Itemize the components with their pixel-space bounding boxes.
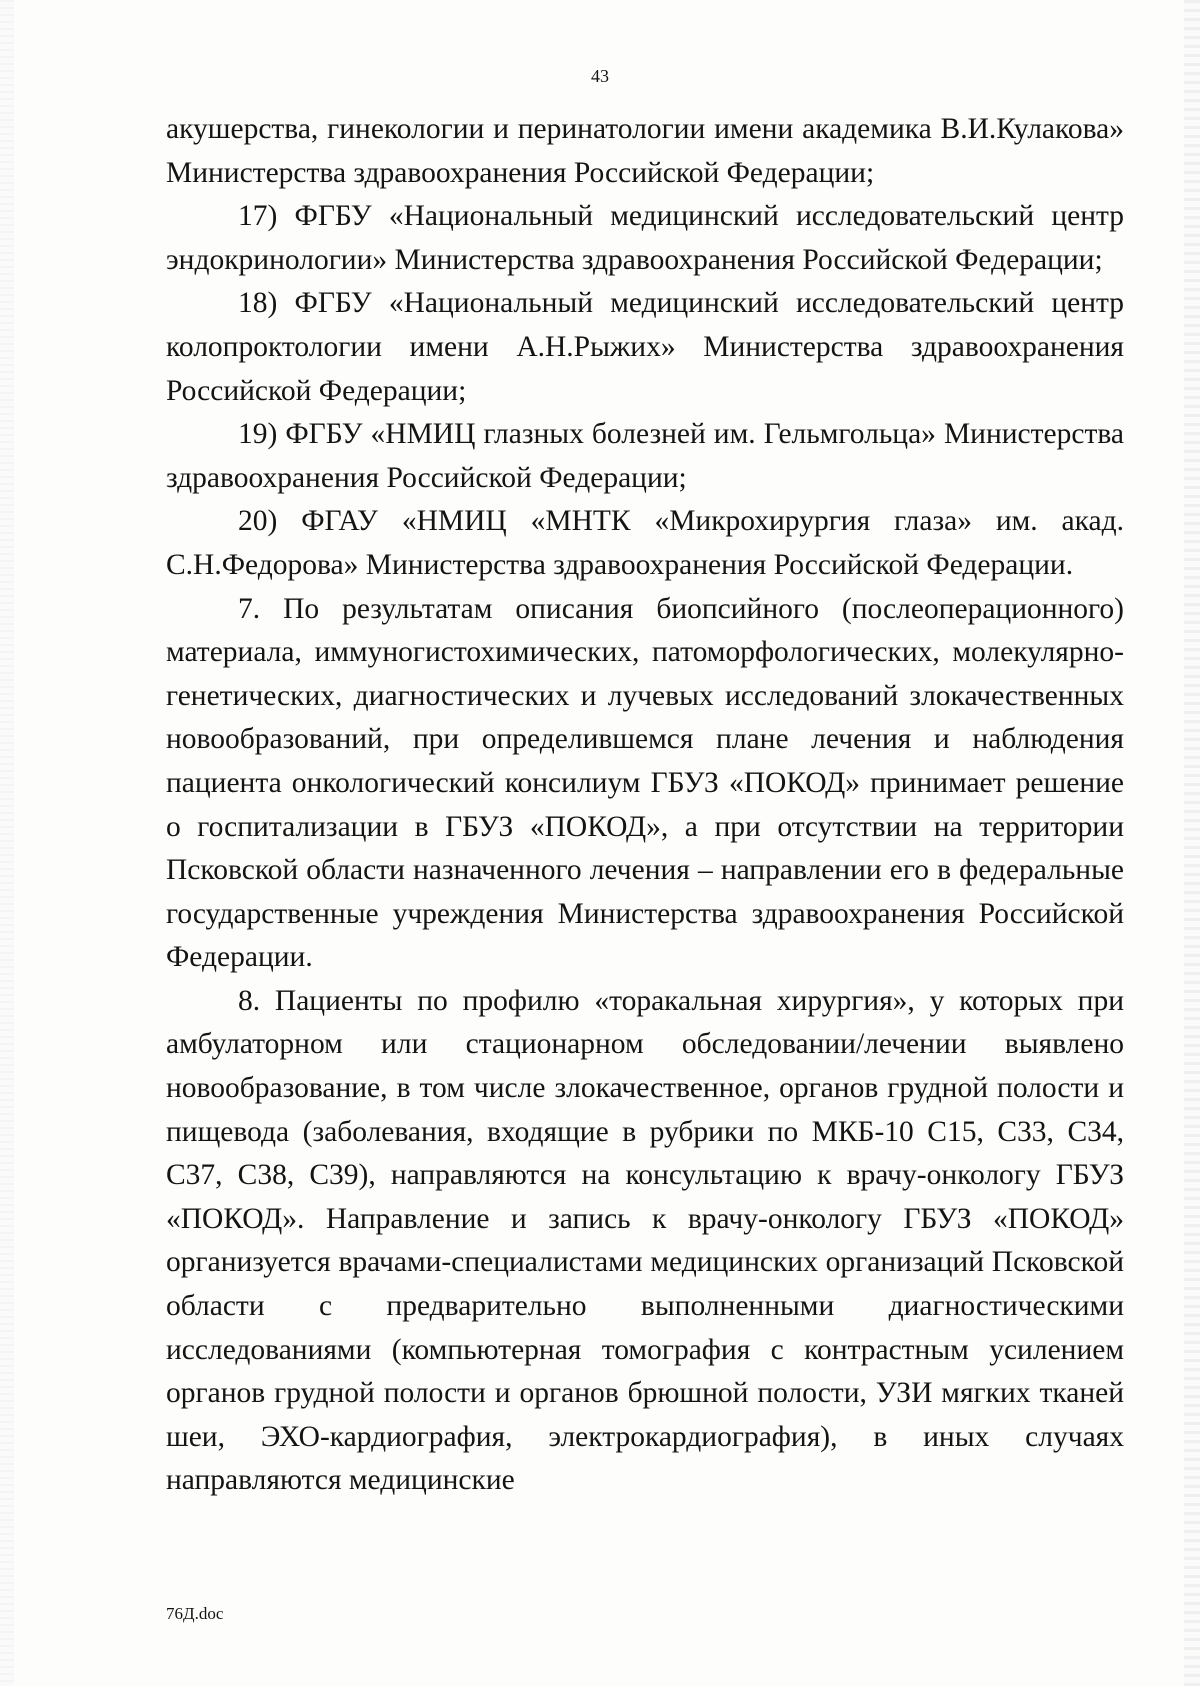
document-body [166, 108, 1124, 1503]
scan-edge-right [1184, 0, 1200, 1686]
paragraph-item-19: 19) ФГБУ «НМИЦ глазных болезней им. Гельмгольца» Министерства здравоохранения Российской Федерации; [166, 418, 1124, 494]
paragraph-continuation: акушерства, гинекологии и перинатологии имени академика В.И.Кулакова» Министерства здравоохранения Российской Федерации; [166, 113, 1124, 189]
paragraph-item-20: 20) ФГАУ «НМИЦ «МНТК «Микрохирургия глаза» им. акад. С.Н.Федорова» Министерства здравоохранения Российской Федерации. [166, 505, 1124, 581]
page-number: 43 [591, 66, 609, 86]
footer-filename: 76Д.doc [166, 1604, 224, 1623]
paragraph-item-18: 18) ФГБУ «Национальный медицинский исследовательский центр колопроктологии имени А.Н.Рыжих» Министерства здравоохранения Российской Федерации; [166, 287, 1124, 407]
paragraph-clause-8: 8. Пациенты по профилю «торакальная хирургия», у которых при амбулаторном или стационарном обследовании/лечении выявлено новообразование, в том числе злокачественное, органов грудной полости и пищевода (заболевания, входящие в рубрики по МКБ-10 С15, С33, С34, С37, С38, С39), направляются на консультацию к врачу-онкологу ГБУЗ «ПОКОД». Направление и запись к врачу-онкологу ГБУЗ «ПОКОД» организуется врачами-специалистами медицинских организаций Псковской области с предварительно выполненными диагностическими исследованиями (компьютерная томография с контрастным усилением органов грудной полости и органов брюшной полости, УЗИ мягких тканей шеи, ЭХО-кардиография, электрокардиография), в иных случаях направляются медицинские [166, 984, 1124, 1497]
paragraph-clause-7: 7. По результатам описания биопсийного (послеоперационного) материала, иммуногистохимических, патоморфологических, молекулярно-генетических, диагностических и лучевых исследований злокачественных новообразований, при определившемся плане лечения и наблюдения пациента онкологический консилиум ГБУЗ «ПОКОД» принимает решение о госпитализации в ГБУЗ «ПОКОД», а при отсутствии на территории Псковской области назначенного лечения – направлении его в федеральные государственные учреждения Министерства здравоохранения Российской Федерации. [166, 592, 1124, 974]
paragraph-item-17: 17) ФГБУ «Национальный медицинский исследовательский центр эндокринологии» Министерства здравоохранения Российской Федерации; [166, 200, 1124, 276]
scan-edge-left [0, 0, 14, 1686]
